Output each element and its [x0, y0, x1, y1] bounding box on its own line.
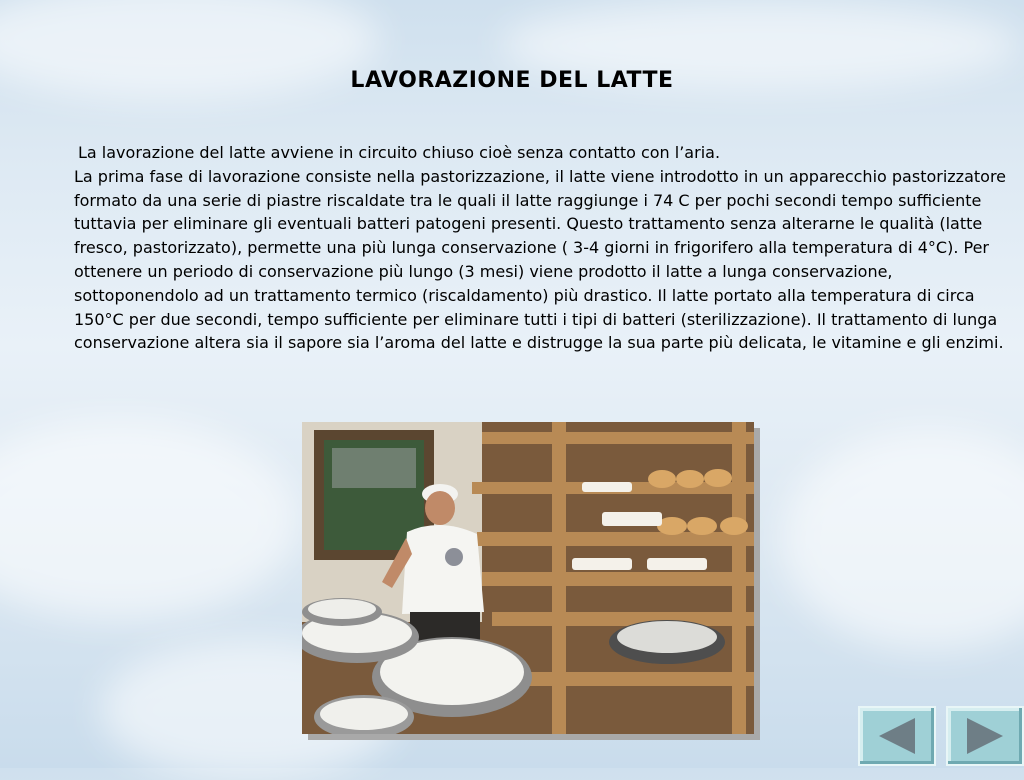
previous-slide-button[interactable] — [858, 706, 936, 766]
triangle-left-icon — [875, 716, 919, 756]
slide-title: LAVORAZIONE DEL LATTE — [350, 68, 674, 93]
body-paragraph: La prima fase di lavorazione consiste nella pastorizzazione, il latte viene introdotto in un apparecchio pastorizzatore formato da una serie di piastre riscaldate tra le quali il latte raggiunge i 74 C per pochi secondi tempo sufficiente tuttavia per eliminare gli eventuali batteri patogeni presenti. Questo trattamento senza alterarne le qualità (latte fresco, pastorizzato), permette una più lunga conservazione ( 3-4 giorni in frigorifero alla temperatura di 4°C). Per ottenere un periodo di conservazione più lungo (3 mesi) viene prodotto il latte a lunga conservazione, sottoponendolo ad un trattamento termico (riscaldamento) più drastico. Il latte portato alla temperatura di circa 150°C per due secondi, tempo sufficiente per eliminare tutti i tipi di batteri (sterilizzazione). Il trattamento di lunga conservazione altera sia il sapore sia l’aroma del latte e distrugge la sua parte più delicata, le vitamine e gli enzimi. — [74, 166, 1007, 353]
intro-text: La lavorazione del latte avviene in circuito chiuso cioè senza contatto con l’aria. — [78, 143, 721, 162]
next-slide-button[interactable] — [946, 706, 1024, 766]
slide-body — [74, 141, 1018, 355]
triangle-right-icon — [963, 716, 1007, 756]
cheese-dairy-photo — [302, 422, 754, 734]
